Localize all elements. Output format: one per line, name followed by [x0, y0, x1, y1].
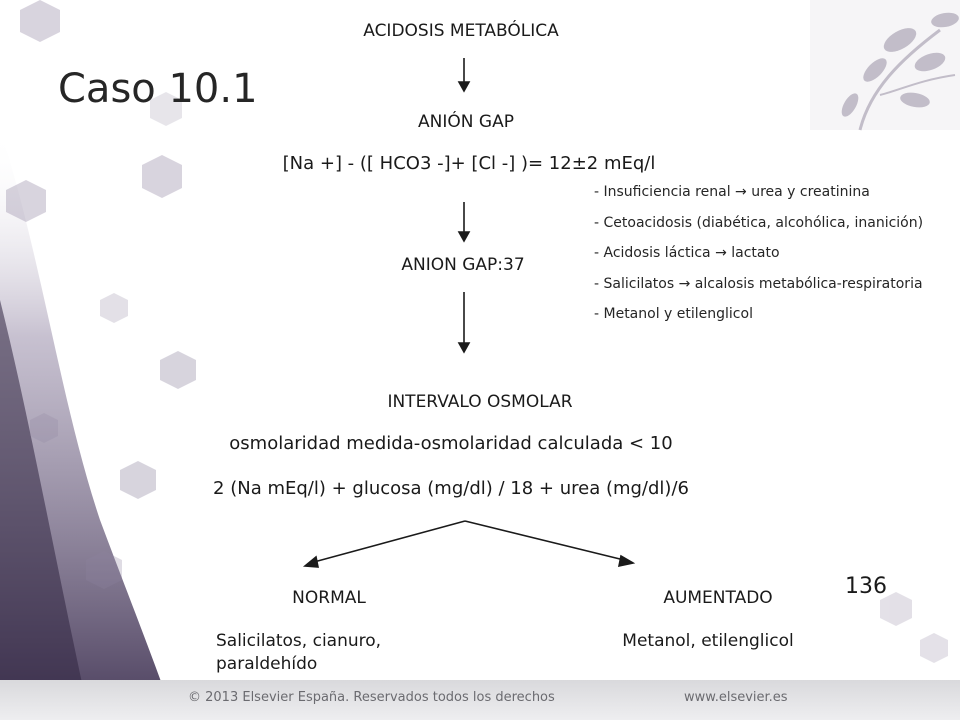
step-anion-gap-value: ANION GAP:37 [401, 255, 525, 275]
step-anion-gap: ANIÓN GAP [418, 112, 514, 132]
arrow-left-branch-head [305, 557, 318, 567]
page-number: 136 [845, 574, 887, 599]
arrow-right-branch [465, 521, 624, 560]
osmolar-formula-2: 2 (Na mEq/l) + glucosa (mg/dl) / 18 + urea (mg/dl)/6 [213, 478, 689, 499]
arrow-2-head [459, 232, 469, 241]
branch-aumentado-causes: Metanol, etilenglicol [622, 631, 794, 651]
cause-item: - Cetoacidosis (diabética, alcohólica, inanición) [594, 214, 924, 231]
osmolar-formula-1: osmolaridad medida-osmolaridad calculada < 10 [229, 433, 673, 454]
arrow-3-head [459, 343, 469, 352]
anion-gap-causes-list [594, 184, 924, 337]
cause-item: - Acidosis láctica → lactato [594, 245, 780, 261]
branch-aumentado-label: AUMENTADO [663, 588, 773, 608]
arrow-left-branch [314, 521, 465, 562]
slide-title: Caso 10.1 [58, 66, 258, 112]
branch-normal-label: NORMAL [292, 588, 366, 608]
cause-item: - Salicilatos → alcalosis metabólica-respiratoria [594, 275, 923, 292]
step-acidosis-metabolica: ACIDOSIS METABÓLICA [363, 21, 559, 41]
footer-url: www.elsevier.es [684, 690, 788, 705]
arrow-right-branch-head [619, 556, 633, 566]
tree-leaves-icon [810, 0, 960, 130]
branch-normal-causes: Salicilatos, cianuro, paraldehído [216, 631, 382, 674]
anion-gap-formula: [Na +] - ([ HCO3 -]+ [Cl -] )= 12±2 mEq/l [282, 153, 656, 174]
footer-copyright: © 2013 Elsevier España. Reservados todos los derechos [188, 690, 555, 705]
cause-item: - Insuficiencia renal → urea y creatinina [594, 184, 870, 200]
cause-item: - Metanol y etilenglicol [594, 306, 753, 322]
step-intervalo-osmolar: INTERVALO OSMOLAR [387, 392, 573, 412]
hexagon-decoration-right-icons [880, 592, 948, 663]
arrow-1-head [459, 82, 469, 91]
